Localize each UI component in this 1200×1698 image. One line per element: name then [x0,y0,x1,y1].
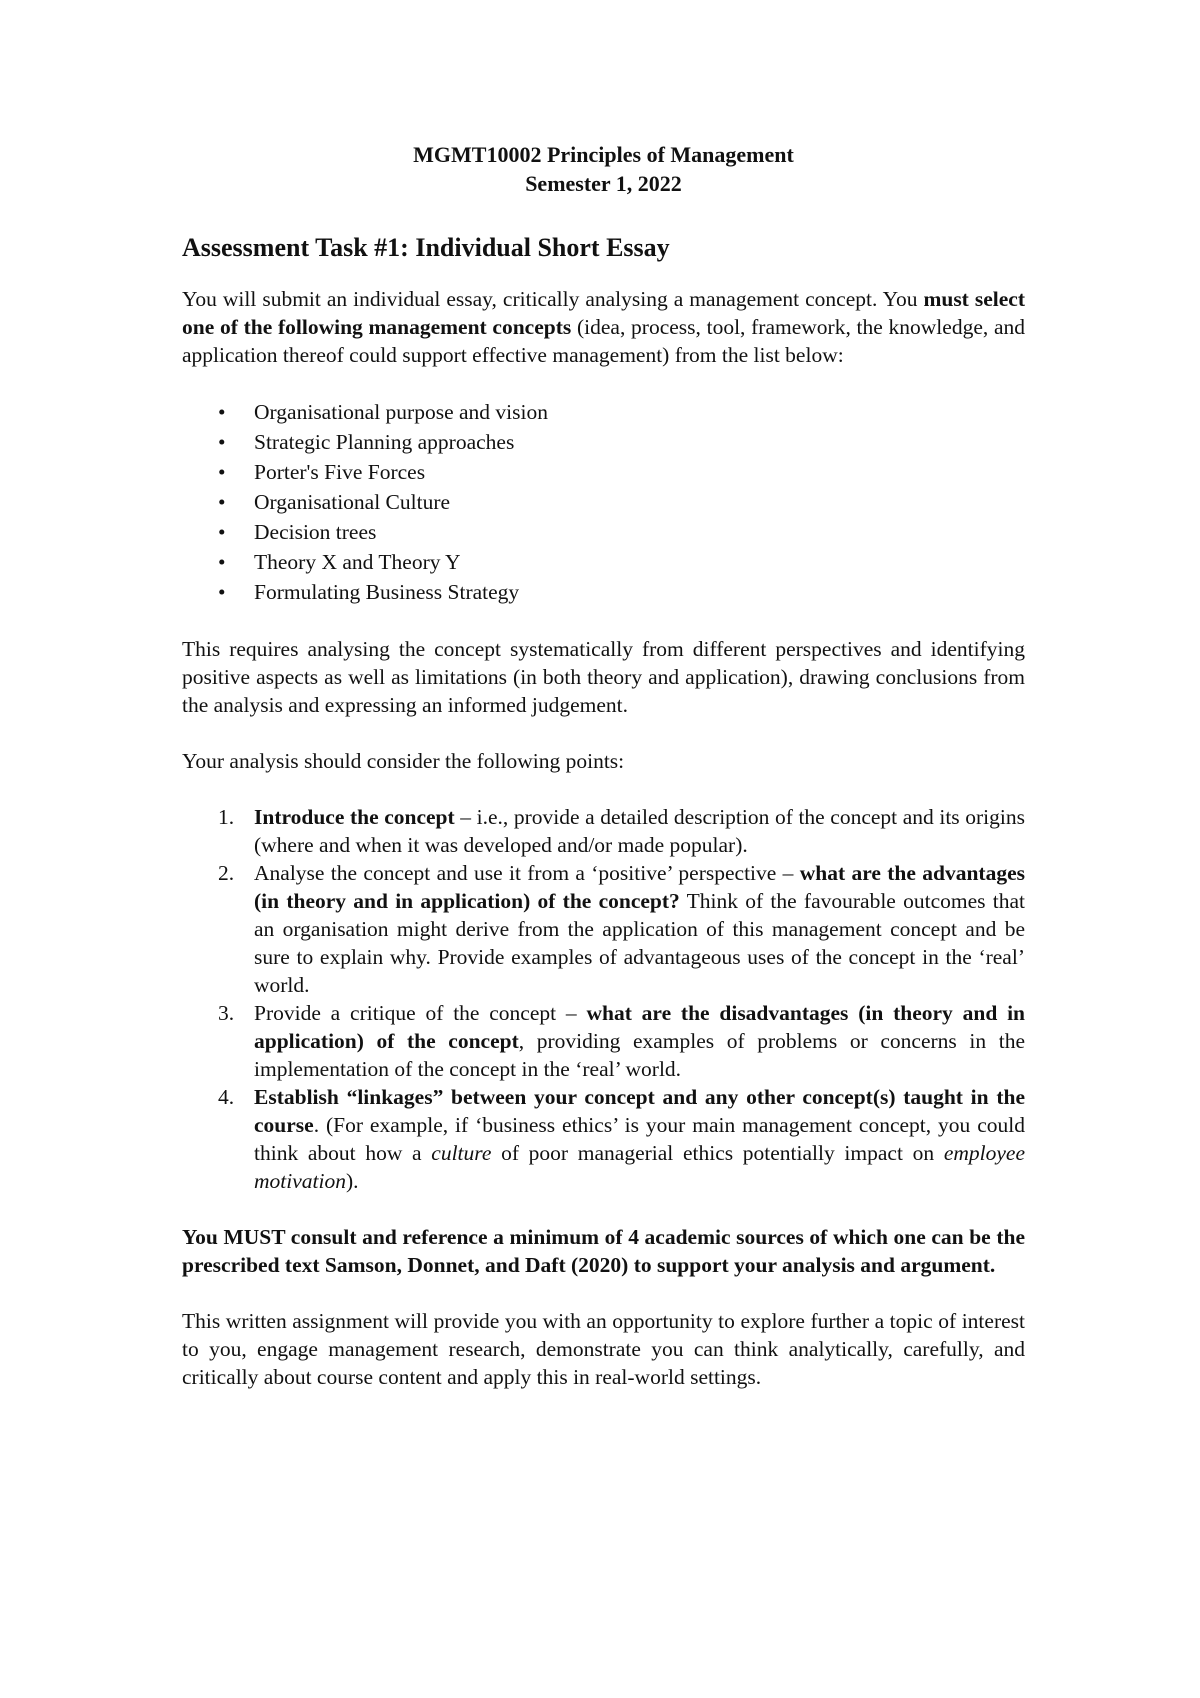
bullet-icon: • [218,430,226,454]
requirement-paragraph: This requires analysing the concept systematically from different perspectives and identifying positive aspects as well as limitations (in both theory and application), drawing conclusions from the analysis and expressing an informed judgement. [182,637,1025,717]
bullet-icon: • [218,460,226,484]
point-text: , providing examples of problems or concerns in the implementation of the concept in the ‘real’ world. [254,1029,1025,1081]
bullet-icon: • [218,490,226,514]
concept-item [182,547,1025,577]
concept-label: Decision trees [254,520,377,544]
concept-label: Strategic Planning approaches [254,430,515,454]
analysis-point-1 [182,803,1025,859]
analysis-points-list [182,803,1025,1195]
point-text: Think of the favourable outcomes that an organisation might derive from the application of this management concept and be sure to explain why. Provide examples of advantageous uses of the concept in the ‘real’ world. [254,889,1025,997]
analysis-point-4 [182,1083,1025,1195]
concept-item [182,487,1025,517]
task-heading: Assessment Task #1: Individual Short Essay [182,233,670,262]
point-bold-text: Introduce the concept [254,805,455,829]
point-text: – i.e., provide a detailed description of the concept and its origins (where and when it was developed and/or made popular). [254,805,1025,857]
point-number: 2. [218,861,235,885]
bullet-icon: • [218,580,226,604]
document-content [182,140,1025,1391]
concept-label: Theory X and Theory Y [254,550,461,574]
intro-paragraph [182,285,1025,369]
bullet-icon: • [218,520,226,544]
concept-item [182,577,1025,607]
point-italic-text: culture [431,1141,492,1165]
concept-label: Porter's Five Forces [254,460,426,484]
concept-list [182,397,1025,607]
point-number: 1. [218,805,235,829]
closing-paragraph: This written assignment will provide you with an opportunity to explore further a topic of interest to you, engage management research, demonstrate you can think analytically, carefully, and critically about course content and apply this in real-world settings. [182,1309,1025,1389]
bullet-icon: • [218,550,226,574]
sources-requirement: You MUST consult and reference a minimum of 4 academic sources of which one can be the prescribed text Samson, Donnet, and Daft (2020) to support your analysis and argument. [182,1225,1025,1277]
point-number: 4. [218,1085,235,1109]
concept-item [182,517,1025,547]
concept-label: Organisational Culture [254,490,451,514]
point-italic-text: employee motivation [254,1141,1025,1193]
concept-item [182,397,1025,427]
intro-text-2: (idea, process, tool, framework, the knowledge, and application thereof could support effective management) from the list below: [182,315,1025,367]
point-text: ). [345,1169,359,1193]
analysis-intro: Your analysis should consider the following points: [182,749,625,773]
concept-item [182,457,1025,487]
point-bold-text: what are the disadvantages (in theory and in application) of the concept [254,1001,1026,1053]
semester-label: Semester 1, 2022 [525,171,682,196]
point-text: Analyse the concept and use it from a ‘positive’ perspective – [254,861,800,885]
point-text: Provide a critique of the concept – [254,1001,587,1025]
intro-bold-text: must select one of the following management concepts [182,287,1025,339]
concept-label: Organisational purpose and vision [254,400,548,424]
analysis-point-2 [182,859,1025,999]
point-bold-text: Establish “linkages” between your concept and any other concept(s) taught in the course [254,1085,1025,1137]
concept-label: Formulating Business Strategy [254,580,520,604]
point-text: of poor managerial ethics potentially impact on [491,1141,944,1165]
analysis-point-3 [182,999,1025,1083]
point-bold-text: what are the advantages (in theory and in application) of the concept? [254,861,1026,913]
course-title: MGMT10002 Principles of Management [413,142,794,167]
point-number: 3. [218,1001,235,1025]
intro-text-1: You will submit an individual essay, critically analysing a management concept. You [182,287,924,311]
point-text: . (For example, if ‘business ethics’ is your main management concept, you could think about how a [254,1113,1025,1165]
bullet-icon: • [218,400,226,424]
concept-item [182,427,1025,457]
